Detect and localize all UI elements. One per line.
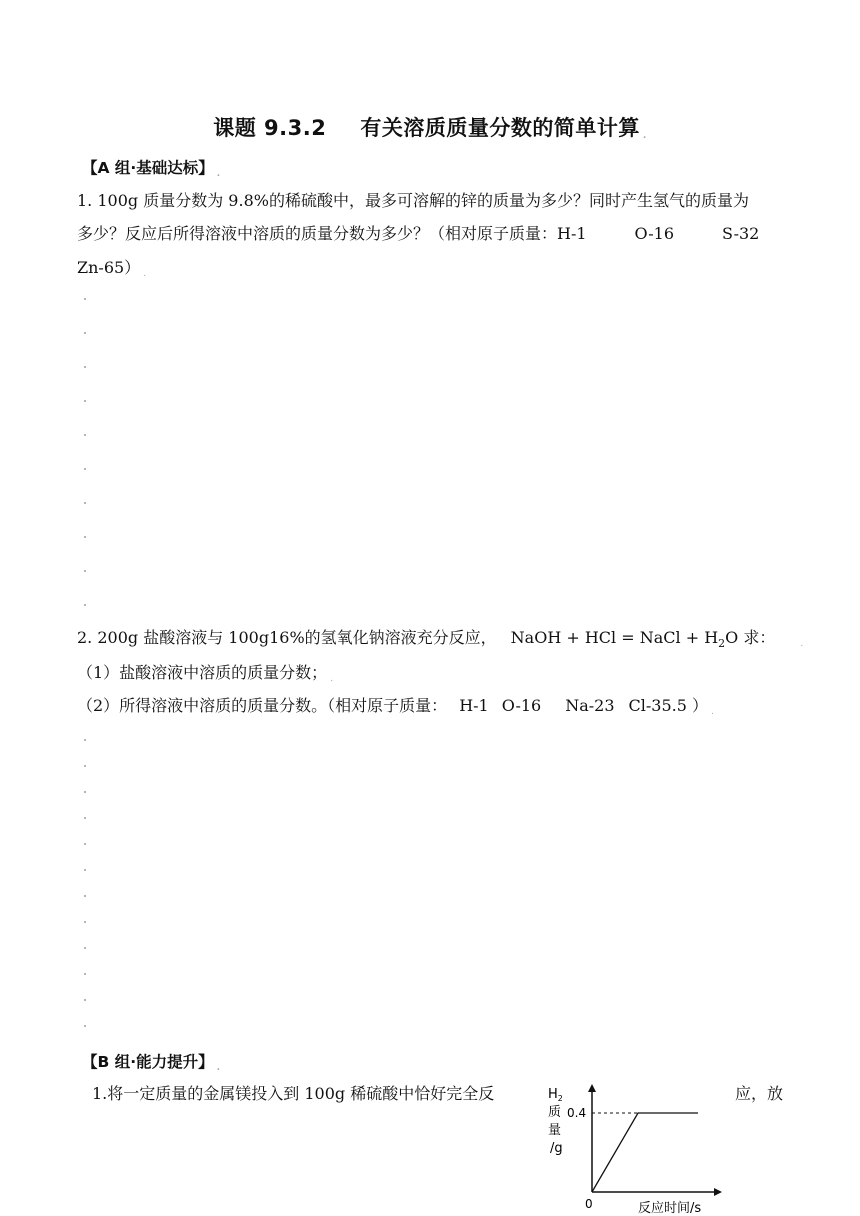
question-a1-line3 <box>77 251 146 291</box>
empty-line-mark <box>84 921 86 923</box>
group-a-header-text: 【A 组·基础达标】 <box>82 159 214 177</box>
question-a2-part2 <box>77 689 714 729</box>
empty-line-mark <box>84 604 86 606</box>
question-a2-part2-text: （2）所得溶液中溶质的质量分数。（相对原子质量： <box>77 696 448 715</box>
group-a-header <box>82 156 220 179</box>
chemical-equation <box>510 628 776 651</box>
atomic-mass-cl: Cl-35.5 ） <box>628 696 708 715</box>
empty-line-mark <box>84 502 86 504</box>
paragraph-mark: . <box>711 707 714 717</box>
question-b1-left: 1.将一定质量的金属镁投入到 100g 稀硫酸中恰好完全反 <box>92 1084 495 1103</box>
empty-line-mark <box>84 1025 86 1027</box>
question-a1-line2 <box>77 217 759 250</box>
y-label-line2: 质 <box>548 1105 562 1120</box>
empty-line-mark <box>84 400 86 402</box>
empty-line-mark <box>84 895 86 897</box>
atomic-mass-zn: Zn-65） <box>77 258 141 277</box>
empty-line-mark <box>84 332 86 334</box>
y-label-unit: /g <box>550 1141 563 1156</box>
page-title <box>0 112 860 142</box>
equation-main: NaOH + HCl = NaCl + H <box>510 628 719 647</box>
empty-line-mark <box>84 999 86 1001</box>
title-text: 有关溶质质量分数的简单计算 <box>360 116 640 140</box>
question-a1-line2-text: 多少？反应后所得溶液中溶质的质量分数为多少？（相对原子质量：H-1 <box>77 224 587 243</box>
y-tick-label: 0.4 <box>567 1106 587 1120</box>
empty-line-mark <box>84 817 86 819</box>
empty-line-mark <box>84 791 86 793</box>
atomic-mass-h: H-1 <box>459 696 489 715</box>
empty-line-mark <box>84 739 86 741</box>
equation-subscript: 2 <box>718 637 726 651</box>
hydrogen-curve <box>592 1113 698 1192</box>
empty-line-mark <box>84 298 86 300</box>
question-a2-part1-text: （1）盐酸溶液中溶质的质量分数； <box>77 663 328 682</box>
empty-line-mark <box>84 973 86 975</box>
paragraph-mark: . <box>216 1063 221 1073</box>
origin-label: 0 <box>585 1197 593 1211</box>
empty-line-mark <box>84 366 86 368</box>
x-label: 反应时间/s <box>638 1201 702 1216</box>
group-b-header-text: 【B 组·能力提升】 <box>82 1053 214 1071</box>
empty-line-mark <box>84 468 86 470</box>
empty-line-mark <box>84 765 86 767</box>
empty-line-mark <box>84 843 86 845</box>
question-a2-line1 <box>77 621 803 661</box>
paragraph-mark: . <box>330 674 334 684</box>
group-b-header <box>82 1050 220 1073</box>
equation-tail: O 求： <box>725 628 776 647</box>
empty-line-mark <box>84 536 86 538</box>
paragraph-mark: . <box>216 169 221 179</box>
empty-line-mark <box>84 570 86 572</box>
paragraph-mark: . <box>642 131 647 141</box>
atomic-mass-o: O-16 <box>501 696 542 715</box>
question-a2-text: 2. 200g 盐酸溶液与 100g16%的氢氧化钠溶液充分反应， <box>77 628 497 647</box>
empty-line-mark <box>84 947 86 949</box>
atomic-mass-s: S-32 <box>722 224 760 243</box>
y-label-line3: 量 <box>548 1123 562 1138</box>
question-b1-right: 应，放 <box>735 1084 784 1103</box>
hydrogen-mass-graph <box>540 1080 730 1216</box>
question-a1-line1: 1. 100g 质量分数为 9.8%的稀硫酸中，最多可溶解的锌的质量为多少？同时产生氢气的质量为 <box>77 191 749 210</box>
paragraph-mark: . <box>800 639 804 649</box>
empty-line-mark <box>84 434 86 436</box>
title-code: 课题 9.3.2 <box>213 116 327 140</box>
empty-line-mark <box>84 869 86 871</box>
atomic-mass-na: Na-23 <box>565 696 615 715</box>
atomic-mass-o: O-16 <box>634 224 675 243</box>
y-label-h2: $H_2$ <box>548 1087 563 1103</box>
paragraph-mark: . <box>143 269 147 279</box>
